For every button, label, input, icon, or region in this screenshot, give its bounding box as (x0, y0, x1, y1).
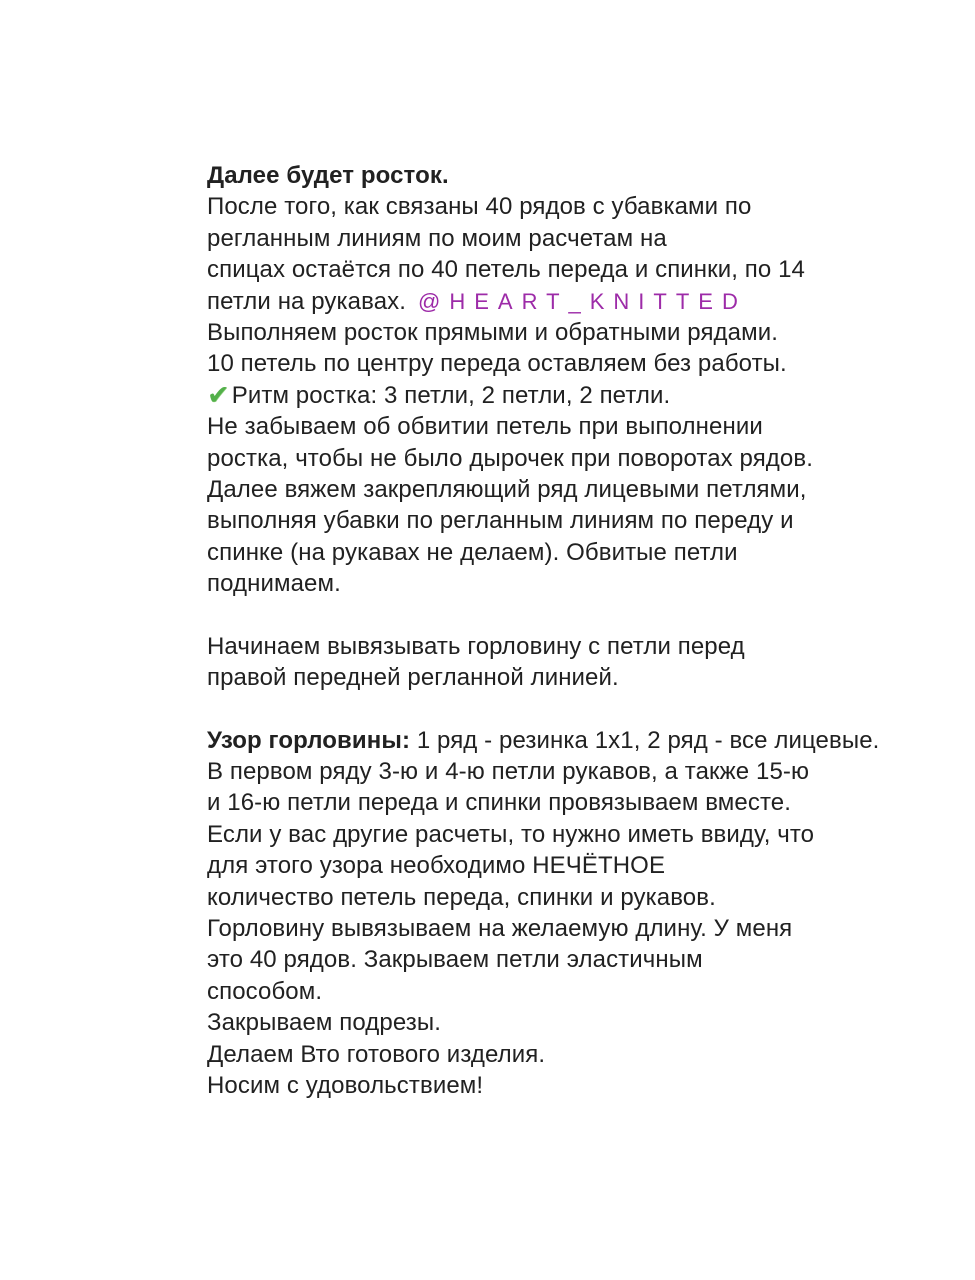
text-segment: петли на рукавах. (207, 287, 407, 315)
section-heading: Далее будет росток. (207, 162, 449, 189)
text-line: поднимаем. (207, 570, 341, 598)
text-line: Закрываем подрезы. (207, 1009, 441, 1037)
text-line: спицах остаётся по 40 петель переда и спинки, по 14 (207, 256, 805, 284)
watermark-handle: @HEART_KNITTED (418, 288, 747, 314)
text-line: выполняя убавки по регланным линиям по переду и (207, 507, 794, 535)
text-line: Делаем Вто готового изделия. (207, 1040, 546, 1068)
text-line: регланным линиям по моим расчетам на (207, 224, 667, 252)
text-segment: Ритм ростка: 3 петли, 2 петли, 2 петли. (231, 381, 671, 409)
text-line: В первом ряду 3-ю и 4-ю петли рукавов, а также 15-ю (207, 757, 810, 785)
text-line: Не забываем об обвитии петель при выполнении (207, 413, 763, 441)
text-line: Носим с удовольствием! (207, 1071, 484, 1099)
text-line: 10 петель по центру переда оставляем без работы. (207, 350, 787, 378)
text-line: количество петель переда, спинки и рукавов. (207, 883, 716, 911)
text-line-with-check (207, 380, 847, 411)
text-line: После того, как связаны 40 рядов с убавками по (207, 193, 752, 221)
text-line: и 16-ю петли переда и спинки провязываем вместе. (207, 789, 791, 817)
text-line-with-lead (207, 725, 880, 756)
document-text (207, 160, 880, 1101)
text-line: спинке (на рукавах не делаем). Обвитые петли (207, 538, 738, 566)
text-line: Далее вяжем закрепляющий ряд лицевыми петлями, (207, 476, 807, 504)
text-line: для этого узора необходимо НЕЧЁТНОЕ (207, 852, 666, 880)
text-line: Горловину вывязываем на желаемую длину. У меня (207, 914, 793, 942)
paragraph-gorlovina-start (207, 631, 847, 694)
text-line: Выполняем росток прямыми и обратными рядами. (207, 319, 778, 347)
paragraph-rostok (207, 160, 847, 600)
text-line: Если у вас другие расчеты, то нужно иметь ввиду, что (207, 820, 815, 848)
text-line: правой передней регланной линией. (207, 664, 619, 692)
checkmark-icon: ✔ (207, 379, 230, 410)
text-line: это 40 рядов. Закрываем петли эластичным (207, 946, 703, 974)
inline-heading: Узор горловины: (207, 726, 411, 754)
text-line: ростка, чтобы не было дырочек при поворотах рядов. (207, 444, 813, 472)
text-line: Начинаем вывязывать горловину с петли перед (207, 632, 745, 660)
text-line-with-watermark (207, 286, 847, 317)
text-line: способом. (207, 977, 323, 1005)
text-segment: 1 ряд - резинка 1х1, 2 ряд - все лицевые. (410, 726, 880, 754)
paragraph-uzor-gorloviny (207, 725, 880, 1102)
